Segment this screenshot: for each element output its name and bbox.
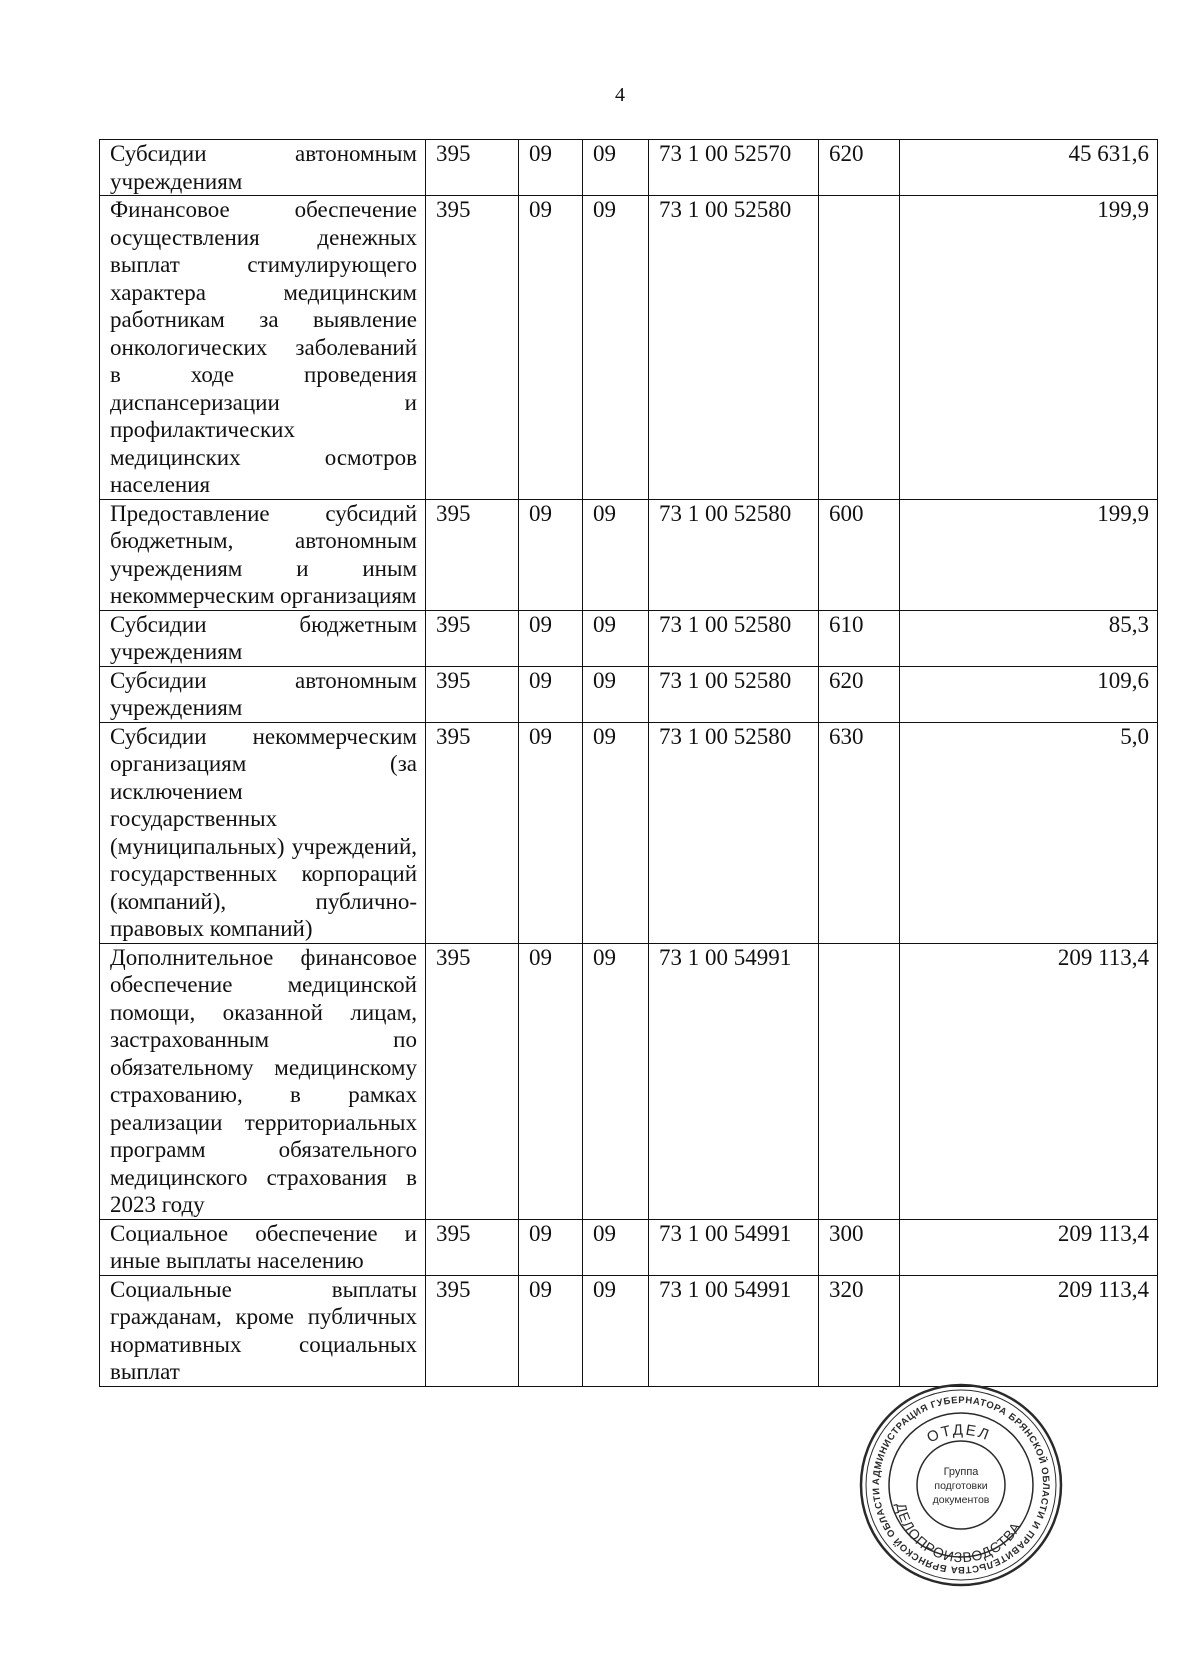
section-cell: 09 [519,196,583,500]
item-name-line: некоммерческим организациям [110,583,417,608]
section-cell: 09 [519,722,583,943]
item-name-line: онкологических заболеваний [110,334,417,360]
table-row [100,1275,1158,1386]
item-name-line: Субсидии автономным [110,141,417,166]
item-name-line: (муниципальных) учреждений, [110,833,417,859]
section-cell: 09 [519,666,583,722]
item-name-line: диспансеризации и [110,389,417,415]
item-name-cell [100,943,426,1219]
item-name-line: осуществления денежных [110,224,417,250]
subsection-cell: 09 [583,610,649,666]
subsection-cell: 09 [583,1275,649,1386]
ved-cell: 395 [426,1275,519,1386]
seal-center-line-2: подготовки [934,1480,988,1492]
item-name-line: учреждениям [110,695,243,720]
section-cell: 09 [519,1275,583,1386]
ved-cell: 395 [426,499,519,610]
item-name-line: в ходе проведения [110,362,417,387]
item-name-line: реализации территориальных [110,1109,417,1135]
item-name-cell [100,722,426,943]
ved-cell: 395 [426,666,519,722]
item-name-line: государственных корпораций [110,861,417,886]
section-cell: 09 [519,499,583,610]
expense-type-cell: 610 [819,610,900,666]
item-name-cell [100,610,426,666]
amount-cell: 5,0 [900,722,1158,943]
ved-cell: 395 [426,943,519,1219]
item-name-line: профилактических [110,417,295,442]
svg-text:ОТДЕЛ [924,1421,992,1446]
target-article-cell: 73 1 00 54991 [649,943,819,1219]
item-name-line: характера медицинским [110,279,417,305]
subsection-cell: 09 [583,196,649,500]
seal-dept-line2: ДЕЛОПРОИЗВОДСТВА [893,1501,1024,1566]
table-row [100,722,1158,943]
ved-cell: 395 [426,722,519,943]
item-name-line: работникам за выявление [110,307,417,332]
amount-cell: 209 113,4 [900,1275,1158,1386]
item-name-line: учреждениям [110,168,243,194]
table-row [100,1219,1158,1275]
expense-type-cell: 630 [819,722,900,943]
item-name-line: правовых компаний) [110,916,313,941]
item-name-cell [100,1275,426,1386]
target-article-cell: 73 1 00 52580 [649,196,819,500]
ved-cell: 395 [426,1219,519,1275]
item-name-line: медицинских осмотров [110,444,417,470]
item-name-line: государственных [110,806,278,831]
amount-cell: 209 113,4 [900,1219,1158,1275]
section-cell: 09 [519,1219,583,1275]
target-article-cell: 73 1 00 52580 [649,610,819,666]
item-name-line: Субсидии некоммерческим [110,723,417,749]
item-name-line: программ обязательного [110,1137,417,1162]
item-name-line: помощи, оказанной лицам, [110,999,417,1025]
amount-cell: 85,3 [900,610,1158,666]
expense-type-cell: 320 [819,1275,900,1386]
item-name-line: Субсидии автономным [110,667,417,693]
item-name-line: медицинского страхования в [110,1164,417,1190]
subsection-cell: 09 [583,722,649,943]
table-row [100,610,1158,666]
seal-center-line-1: Группа [943,1466,979,1478]
item-name-line: населения [110,472,211,497]
item-name-cell [100,140,426,196]
subsection-cell: 09 [583,943,649,1219]
expense-type-cell: 620 [819,666,900,722]
amount-cell: 109,6 [900,666,1158,722]
table-row [100,943,1158,1219]
office-seal [856,1380,1066,1590]
expense-type-cell [819,943,900,1219]
item-name-line: нормативных социальных [110,1331,417,1357]
subsection-cell: 09 [583,1219,649,1275]
item-name-line: обеспечение медицинской [110,972,417,997]
item-name-line: Субсидии бюджетным [110,611,417,637]
item-name-line: Предоставление субсидий [110,500,417,526]
page-number: 4 [615,84,625,106]
item-name-line: обязательному медицинскому [110,1054,417,1080]
target-article-cell: 73 1 00 54991 [649,1219,819,1275]
expense-type-cell [819,196,900,500]
target-article-cell: 73 1 00 52570 [649,140,819,196]
item-name-line: страхованию, в рамках [110,1082,417,1107]
section-cell: 09 [519,610,583,666]
item-name-line: выплат [110,1359,180,1384]
section-cell: 09 [519,140,583,196]
item-name-line: Финансовое обеспечение [110,197,417,222]
item-name-line: выплат стимулирующего [110,252,417,277]
seal-center-line-3: документов [932,1494,990,1506]
target-article-cell: 73 1 00 52580 [649,666,819,722]
expense-type-cell: 620 [819,140,900,196]
item-name-line: (компаний), публично- [110,888,417,914]
item-name-line: организациям (за исключением [110,751,417,804]
item-name-line: Социальные выплаты [110,1276,417,1302]
table-row [100,499,1158,610]
subsection-cell: 09 [583,499,649,610]
item-name-line: иные выплаты населению [110,1248,364,1273]
amount-cell: 45 631,6 [900,140,1158,196]
subsection-cell: 09 [583,140,649,196]
amount-cell: 209 113,4 [900,943,1158,1219]
item-name-cell [100,499,426,610]
subsection-cell: 09 [583,666,649,722]
target-article-cell: 73 1 00 52580 [649,722,819,943]
expense-type-cell: 600 [819,499,900,610]
item-name-line: 2023 году [110,1192,205,1217]
seal-ring-text: АДМИНИСТРАЦИЯ ГУБЕРНАТОРА БРЯНСКОЙ ОБЛАСТИ И ПРАВИТЕЛЬСТВА БРЯНСКОЙ ОБЛАСТИ [870,1394,1052,1576]
item-name-line: гражданам, кроме публичных [110,1304,417,1329]
item-name-line: Социальное обеспечение и [110,1220,417,1246]
amount-cell: 199,9 [900,196,1158,500]
table-row [100,140,1158,196]
section-cell: 09 [519,943,583,1219]
ved-cell: 395 [426,140,519,196]
item-name-line: Дополнительное финансовое [110,944,417,970]
item-name-line: застрахованным по [110,1027,417,1052]
amount-cell: 199,9 [900,499,1158,610]
target-article-cell: 73 1 00 52580 [649,499,819,610]
item-name-cell [100,1219,426,1275]
target-article-cell: 73 1 00 54991 [649,1275,819,1386]
table-row [100,196,1158,500]
seal-dept-line1: ОТДЕЛ [924,1421,993,1447]
item-name-cell [100,196,426,500]
ved-cell: 395 [426,196,519,500]
item-name-cell [100,666,426,722]
table-row [100,666,1158,722]
item-name-line: учреждениям и иным [110,555,417,581]
expense-type-cell: 300 [819,1219,900,1275]
item-name-line: учреждениям [110,639,243,664]
budget-table [99,139,1158,1387]
ved-cell: 395 [426,610,519,666]
item-name-line: бюджетным, автономным [110,528,417,553]
